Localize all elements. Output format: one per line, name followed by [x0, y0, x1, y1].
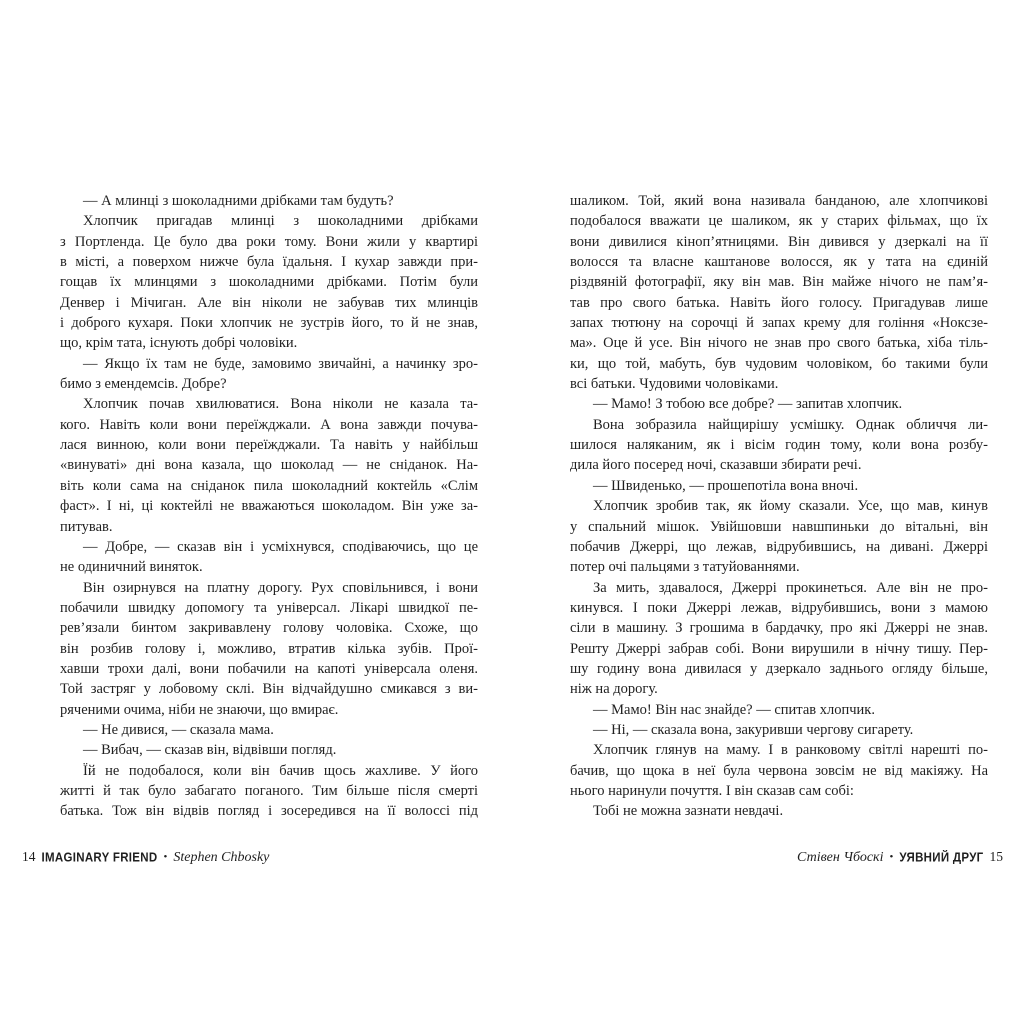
- text-line: Тобі не можна зазнати невдачі.: [593, 803, 784, 820]
- text-line: — А млинці з шоколадними дрібками там будуть?: [83, 193, 394, 209]
- text-line: — Добре, — сказав він і усміхнувся, сподіваючись, що це: [83, 538, 478, 555]
- text-line: дила його посеред ночі, сказавши збирати речі.: [570, 457, 862, 474]
- text-line: у спальний мішок. Увійшовши навшпиньки до вітальні, він: [570, 518, 988, 535]
- text-line: хавши трохи далі, вони побачили на капоті універсала оленя.: [60, 660, 478, 677]
- text-line: нього наринули почуття. І він сказав сам собі:: [570, 782, 854, 799]
- text-line: Вона зобразила найщирішу усмішку. Однак обличчя ли-: [593, 416, 988, 433]
- text-line: кинувся. І поки Джеррі лежав, відрубившись, вони з мамою: [570, 599, 988, 616]
- text-line: рев’язали бинтом закривавлену голову чоловіка. Схоже, що: [60, 620, 478, 637]
- text-line: кого. Навіть коли вони переїжджали. А вона завжди почува-: [60, 416, 478, 433]
- text-line: «винуваті» дні вона казала, що шоколад — не сніданок. На-: [60, 457, 478, 474]
- text-line: не одиничний виняток.: [60, 559, 203, 576]
- text-line: запах тютюну на сорочці й запах крему для гоління «Ноксзе-: [570, 315, 988, 332]
- text-line: сіли в машину. З грошима в бардачку, про які Джеррі не знав.: [570, 620, 988, 637]
- text-line: всі батьки. Чудовими чоловіками.: [570, 376, 779, 393]
- text-line: в місті, а поверхом нижче була їдальня. І кухар завжди при-: [60, 254, 478, 271]
- left-page-text-block: [60, 191, 478, 822]
- text-line: ряченими очима, ніби не знаючи, що вмирає.: [60, 701, 339, 718]
- left-page-footer: [22, 849, 269, 866]
- text-line: бачив, що щока в неї була червона зовсім не від макіяжу. На: [570, 762, 988, 779]
- text-line: гощав їх млинцями з шоколадними дрібками. Потім були: [60, 274, 478, 291]
- text-line: Хлопчик глянув на маму. І в ранковому світлі нарешті по-: [593, 742, 988, 759]
- author-name-english: Stephen Chbosky: [173, 850, 270, 865]
- text-line: житті й так було забагато поганого. Тим більше після смерті: [60, 782, 478, 799]
- text-line: — Ні, — сказала вона, закуривши чергову сигарету.: [593, 721, 914, 738]
- text-line: ки, що той, мабуть, був чудовим чоловіком, бо такими були: [570, 355, 988, 372]
- text-line: — Якщо їх там не буде, замовимо звичайні, а начинку зро-: [83, 355, 478, 372]
- text-line: питував.: [60, 518, 113, 535]
- text-line: батька. Тож він відвів погляд і зосередився на її волоссі під: [60, 803, 478, 820]
- separator-dot: •: [889, 851, 894, 863]
- text-line: ніж на дорогу.: [570, 681, 658, 698]
- text-line: Той застряг у лобовому склі. Він відчайдушно смикався з ви-: [60, 681, 478, 698]
- text-line: волосся та власне каштанове волосся, як у тата на єдиній: [570, 254, 988, 271]
- text-line: лася винною, коли вони переїжджали. Та навіть у найбільш: [60, 437, 478, 454]
- text-line: — Не дивися, — сказала мама.: [83, 721, 274, 738]
- text-line: Хлопчик почав хвилюватися. Вона ніколи не казала та-: [83, 396, 478, 413]
- text-line: з Портленда. Це було два роки тому. Вони жили у квартирі: [60, 233, 478, 250]
- text-line: — Швиденько, — прошепотіла вона вночі.: [593, 477, 859, 494]
- text-line: Денвер і Мічиган. Але він ніколи не забував тих млинців: [60, 294, 478, 311]
- text-line: фаст». І ні, ці коктейлі не вважаються шоколадом. Він уже за-: [60, 498, 478, 515]
- text-line: він розбив голову і, можливо, втратив кілька зубів. Прої-: [60, 640, 478, 657]
- book-title-ukrainian: УЯВНИЙ ДРУГ: [899, 851, 984, 865]
- book-title-english: IMAGINARY FRIEND: [41, 851, 158, 865]
- text-line: що, крім тата, існують добрі чоловіки.: [60, 335, 298, 352]
- text-line: потер очі пальцями з татуйованнями.: [570, 559, 800, 576]
- text-line: різдвяній фотографії, яку він мав. Він майже нічого не пам’я-: [570, 274, 988, 291]
- right-page-footer: [797, 849, 1003, 866]
- text-line: ма». Оце й усе. Він нічого не знав про свого батька, хіба тіль-: [570, 335, 988, 352]
- text-line: шилося наляканим, як і вісім годин тому, коли вона розбу-: [570, 437, 988, 454]
- text-line: побачив Джеррі, що лежав, відрубившись, на дивані. Джеррі: [570, 538, 988, 555]
- author-name-ukrainian: Стівен Чбоскі: [797, 850, 884, 865]
- text-line: Він озирнувся на платну дорогу. Рух сповільнився, і вони: [83, 579, 478, 596]
- right-page-text-block: [570, 191, 988, 822]
- separator-dot: •: [163, 851, 168, 863]
- text-line: подобалося вважати це шаликом, як у старих фільмах, що їх: [570, 213, 988, 230]
- text-line: — Мамо! З тобою все добре? — запитав хлопчик.: [593, 396, 903, 413]
- text-line: За мить, здавалося, Джеррі прокинеться. Але він не про-: [593, 579, 988, 596]
- text-line: вони дивилися кіноп’ятницями. Він дивився у дзеркалі на її: [570, 233, 988, 250]
- text-line: шаликом. Той, який вона називала банданою, але хлопчикові: [570, 193, 988, 209]
- text-line: і доброго кухаря. Поки хлопчик не зустрів його, то й не знав,: [60, 315, 478, 332]
- text-line: віть коли сама на сніданок пила шоколадний коктейль «Слім: [60, 477, 478, 494]
- text-line: Хлопчик зробив так, як йому сказали. Усе, що мав, кинув: [593, 498, 988, 515]
- left-page-number: 14: [22, 849, 36, 864]
- text-line: — Вибач, — сказав він, відвівши погляд.: [83, 742, 337, 759]
- text-line: шу годину вона дивилася у дзеркало заднього огляду більше,: [570, 660, 988, 677]
- text-line: побачили швидку допомогу та універсал. Лікарі швидкої пе-: [60, 599, 478, 616]
- text-line: Хлопчик пригадав млинці з шоколадними дрібками: [83, 213, 478, 230]
- text-line: Їй не подобалося, коли він бачив щось жахливе. У його: [83, 762, 478, 779]
- text-line: бимо з емендемсів. Добре?: [60, 376, 227, 393]
- text-line: — Мамо! Він нас знайде? — спитав хлопчик.: [593, 701, 875, 718]
- right-page-number: 15: [989, 849, 1003, 864]
- text-line: Решту Джеррі забрав собі. Вони вирушили в нічну тишу. Пер-: [570, 640, 988, 657]
- text-line: тав про свого батька. Навіть його голосу. Пригадував лише: [570, 294, 988, 311]
